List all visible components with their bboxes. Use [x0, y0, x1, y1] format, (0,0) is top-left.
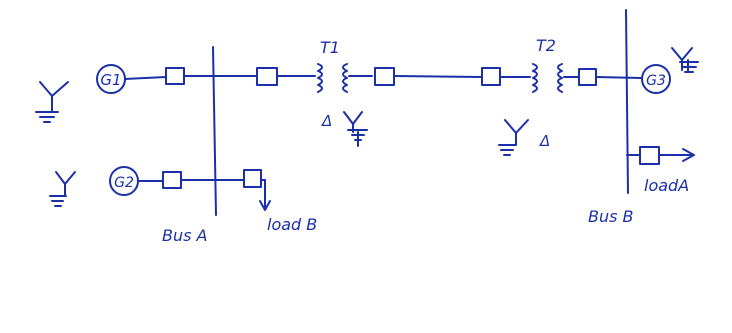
- bus-b-line: [626, 10, 628, 193]
- breaker-icon: [375, 68, 394, 85]
- breaker-icon: [482, 68, 500, 85]
- bus-a-label: Bus A: [162, 226, 208, 245]
- wye-grounded-icon: [672, 48, 698, 72]
- g3-label: G3: [646, 73, 666, 89]
- generator-g2: [110, 167, 138, 195]
- load-a-label: loadA: [644, 176, 690, 195]
- t2-delta-label: Δ: [540, 132, 551, 150]
- t1-label: T1: [320, 38, 340, 57]
- transformer-icon: [533, 64, 562, 92]
- breaker-icon: [257, 68, 277, 85]
- t1-delta-label: Δ: [322, 112, 333, 130]
- bus-a-line: [213, 47, 216, 215]
- transformer-t1: [318, 38, 367, 146]
- wye-grounded-icon: [499, 120, 528, 155]
- transformer-icon: [318, 64, 347, 92]
- breaker-icon: [640, 147, 659, 164]
- load-b-label: load B: [267, 215, 318, 234]
- breaker-to-bus-b: [596, 77, 642, 78]
- breaker-icon: [163, 172, 181, 188]
- g2-label: G2: [114, 175, 134, 191]
- generator-g1: [97, 65, 125, 93]
- transmission-line: [394, 76, 481, 77]
- wye-grounded-icon: [50, 172, 75, 206]
- breaker-icon: [166, 68, 184, 84]
- transformer-t2: [499, 36, 562, 155]
- g1-label: G1: [100, 71, 122, 89]
- wye-grounded-icon: [344, 112, 367, 146]
- g1-line: [125, 77, 166, 79]
- breaker-icon: [244, 170, 261, 187]
- breaker-icon: [579, 69, 596, 85]
- wye-grounded-icon: [36, 82, 68, 122]
- t2-label: T2: [536, 36, 556, 55]
- bus-b-label: Bus B: [588, 207, 634, 226]
- generator-g3: [642, 65, 670, 93]
